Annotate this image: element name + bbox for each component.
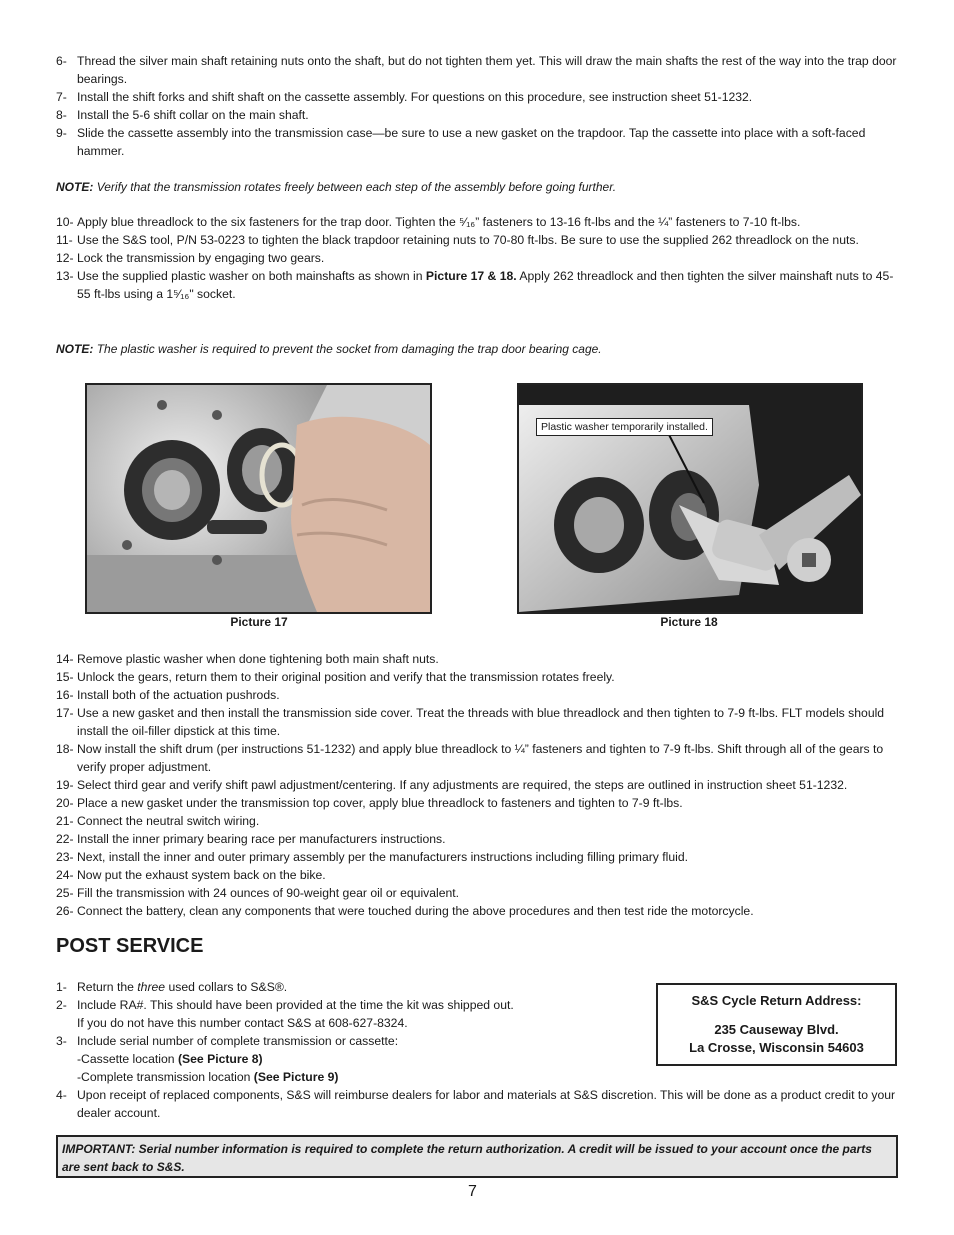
page-number: 7 (468, 1183, 477, 1200)
picture-17-photo (85, 383, 432, 614)
transmission-washer-illustration (87, 385, 430, 612)
step-24: 24- Now put the exhaust system back on the bike. (56, 868, 326, 882)
post-step-4: 4- Upon receipt of replaced components, S&S will reimburse dealers for labor and materials at S&S discretion. This will be done as a product credit to your dealer account. (56, 1088, 896, 1120)
step-26: 26- Connect the battery, clean any components that were touched during the above procedures and then test ride the motorcycle. (56, 904, 754, 918)
step-25: 25- Fill the transmission with 24 ounces of 90-weight gear oil or equivalent. (56, 886, 460, 900)
step-18: 18- Now install the shift drum (per instructions 51-1232) and apply blue threadlock to ¼” fasteners and tighten to 7-9 ft-lbs. Shift through all of the gears to verify proper adjustment. (56, 742, 884, 774)
step-8: 8- Install the 5-6 shift collar on the main shaft. (56, 108, 309, 122)
steps-14-26 (56, 650, 898, 920)
post-step-3: 3- Include serial number of complete transmission or cassette: -Cassette location (See Picture 8) -Complete transmission location (See Picture 9) (56, 1034, 399, 1084)
step-11: 11- Use the S&S tool, P/N 53-0223 to tighten the black trapdoor retaining nuts to 70-80 ft-lbs. Be sure to use the supplied 262 threadlock on the nuts. (56, 233, 859, 247)
return-address-city: La Crosse, Wisconsin 54603 (689, 1040, 864, 1055)
note-plastic-washer: NOTE: The plastic washer is required to prevent the socket from damaging the trap door bearing cage. (56, 342, 602, 356)
step-23: 23- Next, install the inner and outer primary assembly per the manufacturers instructions including filling primary fluid. (56, 850, 688, 864)
step-20: 20- Place a new gasket under the transmission top cover, apply blue threadlock to fasteners and tighten to 7-9 ft-lbs. (56, 796, 683, 810)
picture-18-callout: Plastic washer temporarily installed. (536, 418, 713, 436)
step-15: 15- Unlock the gears, return them to their original position and verify that the transmission rotates freely. (56, 670, 615, 684)
step-12: 12- Lock the transmission by engaging two gears. (56, 251, 325, 265)
post-service-step-4 (56, 1086, 898, 1122)
step-7: 7- Install the shift forks and shift shaft on the cassette assembly. For questions on this procedure, see instruction sheet 51-1232. (56, 90, 753, 104)
return-address-box (656, 983, 897, 1066)
post-service-heading: POST SERVICE (56, 935, 204, 957)
step-6: 6- Thread the silver main shaft retaining nuts onto the shaft, but do not tighten them yet. This will draw the main shafts the rest of the way into the trap door bearings. (56, 54, 897, 86)
step-19: 19- Select third gear and verify shift pawl adjustment/centering. If any adjustments are required, the steps are outlined in instruction sheet 51-1232. (56, 778, 848, 792)
step-22: 22- Install the inner primary bearing race per manufacturers instructions. (56, 832, 446, 846)
step-16: 16- Install both of the actuation pushrods. (56, 688, 280, 702)
return-address-title: S&S Cycle Return Address: (691, 993, 862, 1008)
post-service-steps-1-3 (56, 978, 646, 1086)
steps-6-9 (56, 52, 898, 160)
post-step-2: 2- Include RA#. This should have been provided at the time the kit was shipped out. If you do not have this number contact S&S at 608-627-8324. (56, 998, 514, 1030)
picture-18-caption: Picture 18 (660, 615, 718, 629)
step-13: 13- Use the supplied plastic washer on both mainshafts as shown in Picture 17 & 18. Apply 262 threadlock and then tighten the silver mainshaft nuts to 45-55 ft-lbs using a 1⁵⁄₁₆" socket. (56, 269, 894, 301)
step-10: 10- Apply blue threadlock to the six fasteners for the trap door. Tighten the ⁵⁄₁₆” fasteners to 13-16 ft-lbs and the ¼” fasteners to 7-10 ft-lbs. (56, 215, 801, 229)
step-21: 21- Connect the neutral switch wiring. (56, 814, 260, 828)
step-9: 9- Slide the cassette assembly into the transmission case—be sure to use a new gasket on the trapdoor. Tap the cassette into place with a soft-faced hammer. (56, 126, 866, 158)
picture-17-caption: Picture 17 (230, 615, 288, 629)
steps-10-13 (56, 213, 898, 303)
important-notice: IMPORTANT: Serial number information is required to complete the return authorization. A credit will be issued to your account once the parts are sent back to S&S. (56, 1135, 898, 1178)
step-14: 14- Remove plastic washer when done tightening both main shaft nuts. (56, 652, 439, 666)
step-17: 17- Use a new gasket and then install the transmission side cover. Treat the threads with blue threadlock and then tighten to 7-9 ft-lbs. FLT models should install the oil-filler dipstick at this time. (56, 706, 885, 738)
note-rotate-freely: NOTE: Verify that the transmission rotates freely between each step of the assembly before going further. (56, 180, 617, 194)
return-address-street: 235 Causeway Blvd. (714, 1022, 839, 1037)
post-step-1: 1- Return the three used collars to S&S®. (56, 980, 288, 994)
